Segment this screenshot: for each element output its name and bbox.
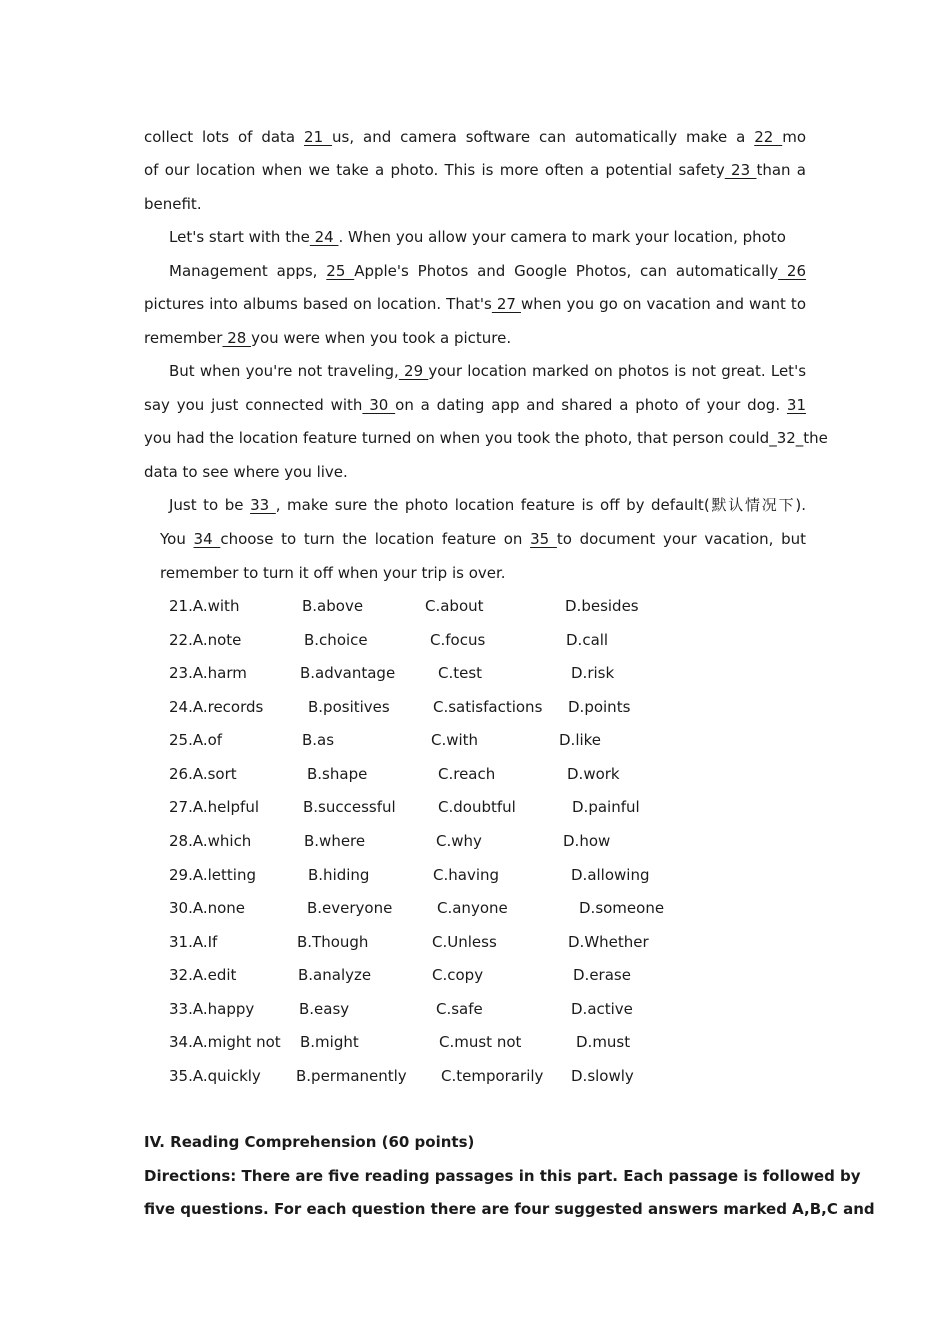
option-24-a: 24.A.records <box>169 697 264 716</box>
passage-line-13: You 34 choose to turn the location feature on 35 to document your vacation, but <box>160 530 807 548</box>
option-33-c: C.safe <box>436 999 483 1018</box>
passage-line-12: Just to be 33 , make sure the photo location feature is off by default(默认情况下). <box>169 496 806 514</box>
option-21-b: B.above <box>302 597 364 615</box>
option-27-a: 27.A.helpful <box>169 798 259 817</box>
option-34-d: D.must <box>576 1033 631 1052</box>
option-25-a: 25.A.of <box>169 731 223 750</box>
passage-line-5: Management apps, 25 Apple's Photos and Google Photos, can automatically 26 <box>169 262 807 280</box>
option-30-a: 30.A.none <box>169 899 246 918</box>
option-32-c: C.copy <box>432 966 484 985</box>
passage-line-1: collect lots of data 21 us, and camera software can automatically make a 22 mo <box>144 128 807 146</box>
option-35-b: B.permanently <box>296 1066 407 1085</box>
option-35-c: C.temporarily <box>441 1066 544 1085</box>
option-23-a: 23.A.harm <box>169 664 247 683</box>
option-26-c: C.reach <box>438 764 496 783</box>
blank-34: 34 <box>193 530 221 548</box>
option-30-c: C.anyone <box>437 899 508 918</box>
section-heading: IV. Reading Comprehension (60 points) <box>144 1133 475 1151</box>
option-32-d: D.erase <box>573 966 631 985</box>
option-29-d: D.allowing <box>571 865 650 884</box>
option-23-b: B.advantage <box>300 664 396 683</box>
option-31-c: C.Unless <box>432 932 497 951</box>
option-26-b: B.shape <box>307 764 368 783</box>
blank-30: 30 <box>362 396 396 414</box>
option-25-d: D.like <box>559 731 602 750</box>
directions-line-2: five questions. For each question there are four suggested answers marked A,B,C and <box>144 1200 875 1218</box>
passage-line-8: But when you're not traveling, 29 your location marked on photos is not great. Let's <box>169 362 807 380</box>
option-35-a: 35.A.quickly <box>169 1066 261 1085</box>
directions-line-1: Directions: There are five reading passages in this part. Each passage is followed by <box>144 1167 861 1185</box>
option-28-b: B.where <box>304 831 366 850</box>
option-25-c: C.with <box>431 731 479 750</box>
option-34-a: 34.A.might not <box>169 1033 281 1052</box>
blank-27: 27 <box>491 295 521 313</box>
option-27-b: B.successful <box>303 798 396 817</box>
option-33-d: D.active <box>571 999 633 1018</box>
option-24-c: C.satisfactions <box>433 697 543 716</box>
option-21-a: 21.A.with <box>169 597 240 615</box>
passage-line-9: say you just connected with 30 on a dating app and shared a photo of your dog. 31 <box>144 396 806 414</box>
passage-line-2: of our location when we take a photo. This is more often a potential safety 23 than a <box>144 161 807 179</box>
blank-28: 28 <box>222 329 252 347</box>
option-32-b: B.analyze <box>298 966 372 985</box>
passage-line-11: data to see where you live. <box>144 463 348 481</box>
blank-21: 21 <box>304 128 333 146</box>
option-32-a: 32.A.edit <box>169 966 237 985</box>
option-31-b: B.Though <box>297 932 369 951</box>
option-24-b: B.positives <box>308 697 390 716</box>
passage-line-6: pictures into albums based on location. That's 27 when you go on vacation and want to <box>144 295 806 313</box>
option-22-d: D.call <box>566 630 609 649</box>
option-22-a: 22.A.note <box>169 630 242 649</box>
option-34-b: B.might <box>300 1033 359 1052</box>
option-35-d: D.slowly <box>571 1066 634 1085</box>
option-33-a: 33.A.happy <box>169 999 255 1018</box>
passage-line-3: benefit. <box>144 195 202 213</box>
blank-23: 23 <box>724 161 757 179</box>
option-26-a: 26.A.sort <box>169 764 237 783</box>
blank-31: 31 <box>786 396 806 414</box>
blank-29: 29 <box>398 362 429 380</box>
option-23-d: D.risk <box>571 664 615 683</box>
option-30-d: D.someone <box>579 899 665 918</box>
option-31-d: D.Whether <box>568 932 649 951</box>
option-29-a: 29.A.letting <box>169 865 256 884</box>
passage-line-4: Let's start with the 24 . When you allow your camera to mark your location, photo <box>169 228 786 246</box>
passage-line-7: remember 28 you were when you took a picture. <box>144 329 512 347</box>
blank-22: 22 <box>754 128 783 146</box>
passage-line-14: remember to turn it off when your trip is over. <box>160 564 506 582</box>
option-30-b: B.everyone <box>307 899 393 918</box>
option-28-a: 28.A.which <box>169 831 252 850</box>
option-27-d: D.painful <box>572 798 640 817</box>
option-34-c: C.must not <box>439 1033 522 1052</box>
blank-25: 25 <box>326 262 355 280</box>
option-29-b: B.hiding <box>308 865 370 884</box>
blank-24: 24 <box>309 228 339 246</box>
option-28-d: D.how <box>563 831 611 850</box>
option-21-c: C.about <box>425 597 484 615</box>
option-23-c: C.test <box>438 664 483 683</box>
option-25-b: B.as <box>302 731 335 750</box>
passage-line-10: you had the location feature turned on when you took the photo, that person could_32_the <box>144 429 828 447</box>
blank-33: 33 <box>250 496 276 514</box>
option-26-d: D.work <box>567 764 620 783</box>
option-33-b: B.easy <box>299 999 350 1018</box>
option-27-c: C.doubtful <box>438 798 516 817</box>
blank-35: 35 <box>530 530 557 548</box>
option-28-c: C.why <box>436 831 482 850</box>
option-31-a: 31.A.If <box>169 932 218 951</box>
option-22-c: C.focus <box>430 630 486 649</box>
option-21-d: D.besides <box>565 597 639 615</box>
option-22-b: B.choice <box>304 630 368 649</box>
option-29-c: C.having <box>433 865 500 884</box>
option-24-d: D.points <box>568 697 631 716</box>
blank-26: 26 <box>778 262 807 280</box>
